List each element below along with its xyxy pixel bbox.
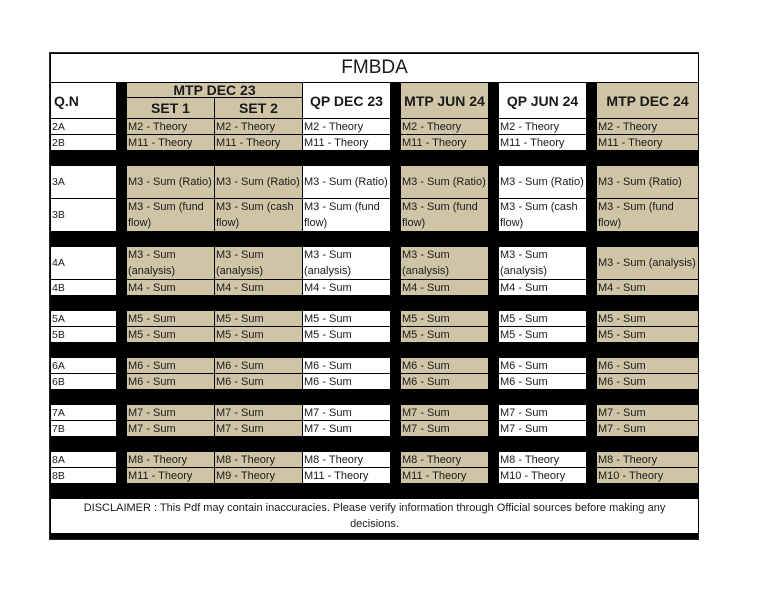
topic-cell: M5 - Sum xyxy=(597,311,699,327)
header-mtp-jun24: MTP JUN 24 xyxy=(401,83,489,119)
topic-cell: M3 - Sum (fund flow) xyxy=(401,199,489,232)
topic-cell: M6 - Sum xyxy=(127,358,215,374)
topic-cell: M7 - Sum xyxy=(597,421,699,437)
topic-cell: M6 - Sum xyxy=(401,374,489,390)
question-number: 3A xyxy=(51,166,117,199)
topic-cell: M2 - Theory xyxy=(499,119,587,135)
question-number: 4B xyxy=(51,280,117,296)
header-mtp-dec24: MTP DEC 24 xyxy=(597,83,699,119)
question-number: 2A xyxy=(51,119,117,135)
question-number: 2B xyxy=(51,135,117,151)
topic-cell: M5 - Sum xyxy=(499,311,587,327)
topic-cell: M5 - Sum xyxy=(215,327,303,343)
topic-cell: M11 - Theory xyxy=(127,468,215,484)
topic-cell: M3 - Sum (analysis) xyxy=(215,247,303,280)
group-separator xyxy=(51,151,699,166)
header-set1: SET 1 xyxy=(127,98,215,119)
question-number: 5A xyxy=(51,311,117,327)
topic-cell: M7 - Sum xyxy=(215,421,303,437)
fmbda-sheet xyxy=(49,52,699,540)
question-number: 6A xyxy=(51,358,117,374)
table-row xyxy=(51,452,699,468)
topic-cell: M11 - Theory xyxy=(303,468,391,484)
question-number: 3B xyxy=(51,199,117,232)
topic-cell: M7 - Sum xyxy=(499,405,587,421)
table-row xyxy=(51,327,699,343)
topic-cell: M3 - Sum (fund flow) xyxy=(127,199,215,232)
topic-cell: M9 - Theory xyxy=(215,468,303,484)
topic-cell: M5 - Sum xyxy=(303,327,391,343)
table-row xyxy=(51,280,699,296)
topic-cell: M5 - Sum xyxy=(401,311,489,327)
question-number: 8A xyxy=(51,452,117,468)
group-separator xyxy=(51,296,699,311)
topic-cell: M3 - Sum (Ratio) xyxy=(127,166,215,199)
topic-cell: M7 - Sum xyxy=(597,405,699,421)
topic-cell: M3 - Sum (fund flow) xyxy=(303,199,391,232)
topic-cell: M8 - Theory xyxy=(401,452,489,468)
topic-cell: M3 - Sum (analysis) xyxy=(499,247,587,280)
table-row xyxy=(51,199,699,232)
header-mtp-dec23: MTP DEC 23 xyxy=(127,83,303,98)
topic-cell: M6 - Sum xyxy=(499,374,587,390)
topic-cell: M7 - Sum xyxy=(401,421,489,437)
topic-cell: M6 - Sum xyxy=(499,358,587,374)
topic-cell: M7 - Sum xyxy=(127,421,215,437)
table-row xyxy=(51,421,699,437)
topic-cell: M2 - Theory xyxy=(127,119,215,135)
topic-cell: M3 - Sum (fund flow) xyxy=(597,199,699,232)
group-separator xyxy=(51,343,699,358)
header-set2: SET 2 xyxy=(215,98,303,119)
topic-cell: M8 - Theory xyxy=(499,452,587,468)
topic-cell: M5 - Sum xyxy=(597,327,699,343)
topic-cell: M6 - Sum xyxy=(215,358,303,374)
topic-cell: M4 - Sum xyxy=(303,280,391,296)
topic-cell: M4 - Sum xyxy=(499,280,587,296)
topic-cell: M10 - Theory xyxy=(597,468,699,484)
topic-cell: M8 - Theory xyxy=(303,452,391,468)
topic-cell: M10 - Theory xyxy=(499,468,587,484)
topic-cell: M3 - Sum (Ratio) xyxy=(303,166,391,199)
topic-cell: M5 - Sum xyxy=(215,311,303,327)
topic-cell: M5 - Sum xyxy=(499,327,587,343)
topic-cell: M7 - Sum xyxy=(401,405,489,421)
question-number: 4A xyxy=(51,247,117,280)
topic-cell: M7 - Sum xyxy=(499,421,587,437)
topic-cell: M7 - Sum xyxy=(127,405,215,421)
topic-cell: M3 - Sum (Ratio) xyxy=(401,166,489,199)
topic-cell: M11 - Theory xyxy=(499,135,587,151)
header-qn: Q.N xyxy=(51,83,117,119)
topic-cell: M5 - Sum xyxy=(401,327,489,343)
topic-cell: M3 - Sum (analysis) xyxy=(597,247,699,280)
table-row xyxy=(51,468,699,484)
topic-cell: M3 - Sum (cash flow) xyxy=(499,199,587,232)
topic-cell: M4 - Sum xyxy=(215,280,303,296)
topic-cell: M11 - Theory xyxy=(127,135,215,151)
topic-cell: M3 - Sum (analysis) xyxy=(127,247,215,280)
header-qp-jun24: QP JUN 24 xyxy=(499,83,587,119)
table-row xyxy=(51,135,699,151)
topic-cell: M2 - Theory xyxy=(215,119,303,135)
topic-cell: M4 - Sum xyxy=(127,280,215,296)
topic-cell: M8 - Theory xyxy=(127,452,215,468)
topic-cell: M5 - Sum xyxy=(127,311,215,327)
topic-cell: M8 - Theory xyxy=(215,452,303,468)
topic-cell: M3 - Sum (Ratio) xyxy=(597,166,699,199)
table-row xyxy=(51,358,699,374)
topic-cell: M6 - Sum xyxy=(303,358,391,374)
question-number: 6B xyxy=(51,374,117,390)
topic-cell: M11 - Theory xyxy=(303,135,391,151)
question-number: 8B xyxy=(51,468,117,484)
table-row xyxy=(51,247,699,280)
topic-cell: M6 - Sum xyxy=(597,374,699,390)
question-number: 7B xyxy=(51,421,117,437)
topic-cell: M5 - Sum xyxy=(127,327,215,343)
table-row xyxy=(51,405,699,421)
topic-cell: M4 - Sum xyxy=(597,280,699,296)
group-separator xyxy=(51,437,699,452)
disclaimer: DISCLAIMER : This Pdf may contain inaccuracies. Please verify information through Official sources before making any decisions. xyxy=(51,499,699,534)
paper-pattern-table xyxy=(50,53,699,534)
topic-cell: M6 - Sum xyxy=(127,374,215,390)
topic-cell: M3 - Sum (analysis) xyxy=(303,247,391,280)
topic-cell: M2 - Theory xyxy=(303,119,391,135)
topic-cell: M11 - Theory xyxy=(597,135,699,151)
topic-cell: M7 - Sum xyxy=(215,405,303,421)
group-separator xyxy=(51,232,699,247)
topic-cell: M5 - Sum xyxy=(303,311,391,327)
topic-cell: M6 - Sum xyxy=(303,374,391,390)
table-row xyxy=(51,119,699,135)
question-number: 7A xyxy=(51,405,117,421)
topic-cell: M7 - Sum xyxy=(303,421,391,437)
table-title: FMBDA xyxy=(51,54,699,83)
topic-cell: M8 - Theory xyxy=(597,452,699,468)
topic-cell: M4 - Sum xyxy=(401,280,489,296)
topic-cell: M3 - Sum (analysis) xyxy=(401,247,489,280)
table-row xyxy=(51,166,699,199)
topic-cell: M2 - Theory xyxy=(401,119,489,135)
topic-cell: M3 - Sum (Ratio) xyxy=(215,166,303,199)
table-row xyxy=(51,374,699,390)
topic-cell: M11 - Theory xyxy=(215,135,303,151)
topic-cell: M6 - Sum xyxy=(401,358,489,374)
topic-cell: M11 - Theory xyxy=(401,135,489,151)
topic-cell: M11 - Theory xyxy=(401,468,489,484)
header-qp-dec23: QP DEC 23 xyxy=(303,83,391,119)
topic-cell: M6 - Sum xyxy=(215,374,303,390)
topic-cell: M3 - Sum (cash flow) xyxy=(215,199,303,232)
question-number: 5B xyxy=(51,327,117,343)
group-separator xyxy=(51,390,699,405)
topic-cell: M7 - Sum xyxy=(303,405,391,421)
topic-cell: M6 - Sum xyxy=(597,358,699,374)
topic-cell: M3 - Sum (Ratio) xyxy=(499,166,587,199)
table-row xyxy=(51,311,699,327)
topic-cell: M2 - Theory xyxy=(597,119,699,135)
